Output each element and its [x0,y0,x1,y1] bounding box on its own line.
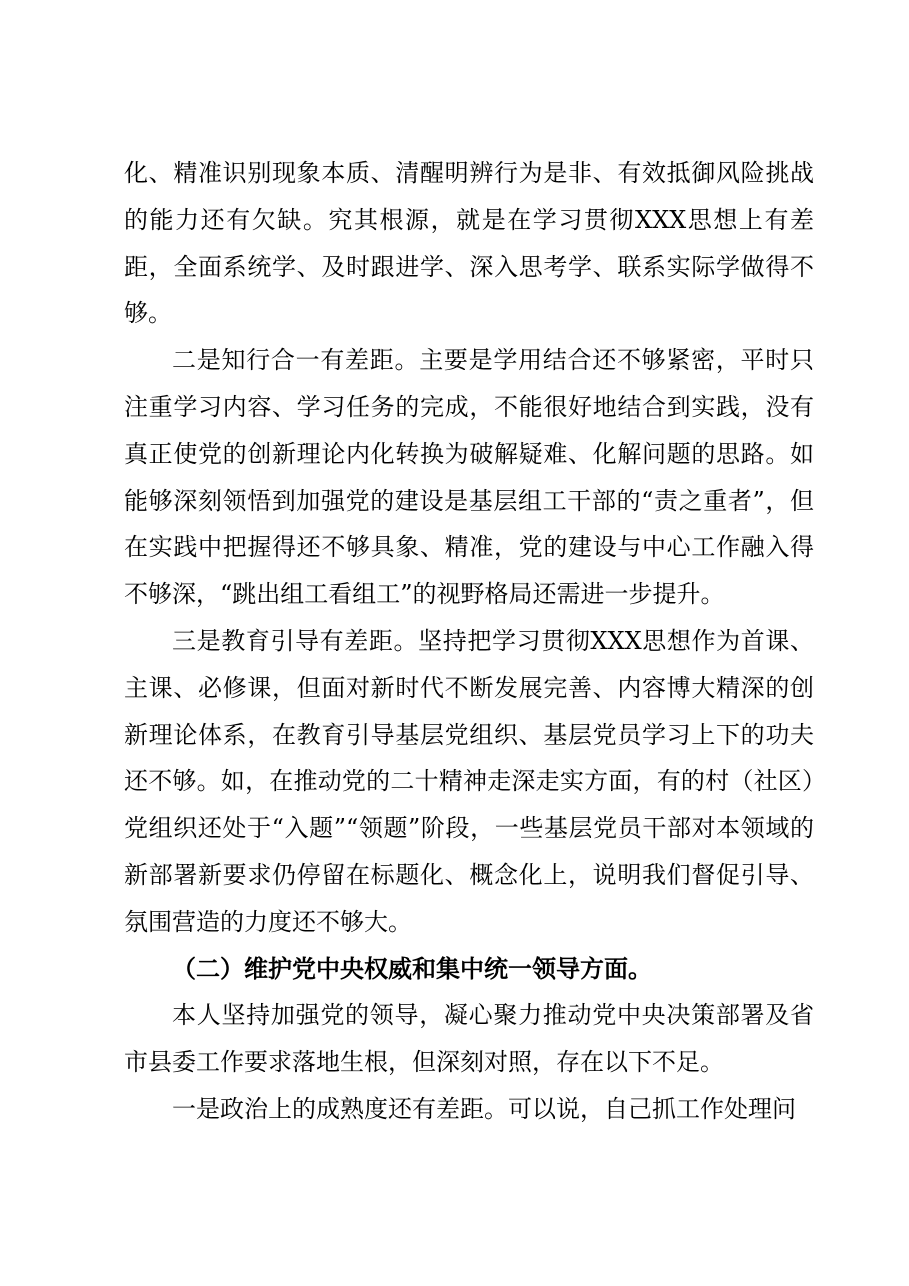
paragraph-knowledge-practice-gap: 二是知行合一有差距。主要是学用结合还不够紧密，平时只注重学习内容、学习任务的完成，不能很好地结合到实践，没有真正使党的创新理论内化转换为破解疑难、化解问题的思路。如能够深刻领悟到加强党的建设是基层组工干部的“责之重者”，但在实践中把握得还不够具象、精准，党的建设与中心工作融入得不够深，“跳出组工看组工”的视野格局还需进一步提升。 [124,346,814,609]
paragraph-section-intro: 本人坚持加强党的领导，凝心聚力推动党中央决策部署及省市县委工作要求落地生根，但深刻对照，存在以下不足。 [124,1001,814,1077]
document-body [124,150,814,1133]
paragraph-political-maturity-gap: 一是政治上的成熟度还有差距。可以说，自己抓工作处理问 [172,1094,796,1123]
paragraph-education-guidance-gap: 三是教育引导有差距。坚持把学习贯彻XXX思想作为首课、主课、必修课，但面对新时代不断发展完善、内容博大精深的创新理论体系，在教育引导基层党组织、基层党员学习上下的功夫还不够。如，在推动党的二十精神走深走实方面，有的村（社区）党组织还处于“入题”“领题”阶段，一些基层党员干部对本领域的新部署新要求仍停留在标题化、概念化上，说明我们督促引导、氛围营造的力度还不够大。 [124,626,814,936]
section-heading: （二）维护党中央权威和集中统一领导方面。 [172,953,652,983]
paragraph-continuation: 化、精准识别现象本质、清醒明辨行为是非、有效抵御风险挑战的能力还有欠缺。究其根源，就是在学习贯彻XXX思想上有差距，全面系统学、及时跟进学、深入思考学、联系实际学做得不够。 [124,159,814,328]
